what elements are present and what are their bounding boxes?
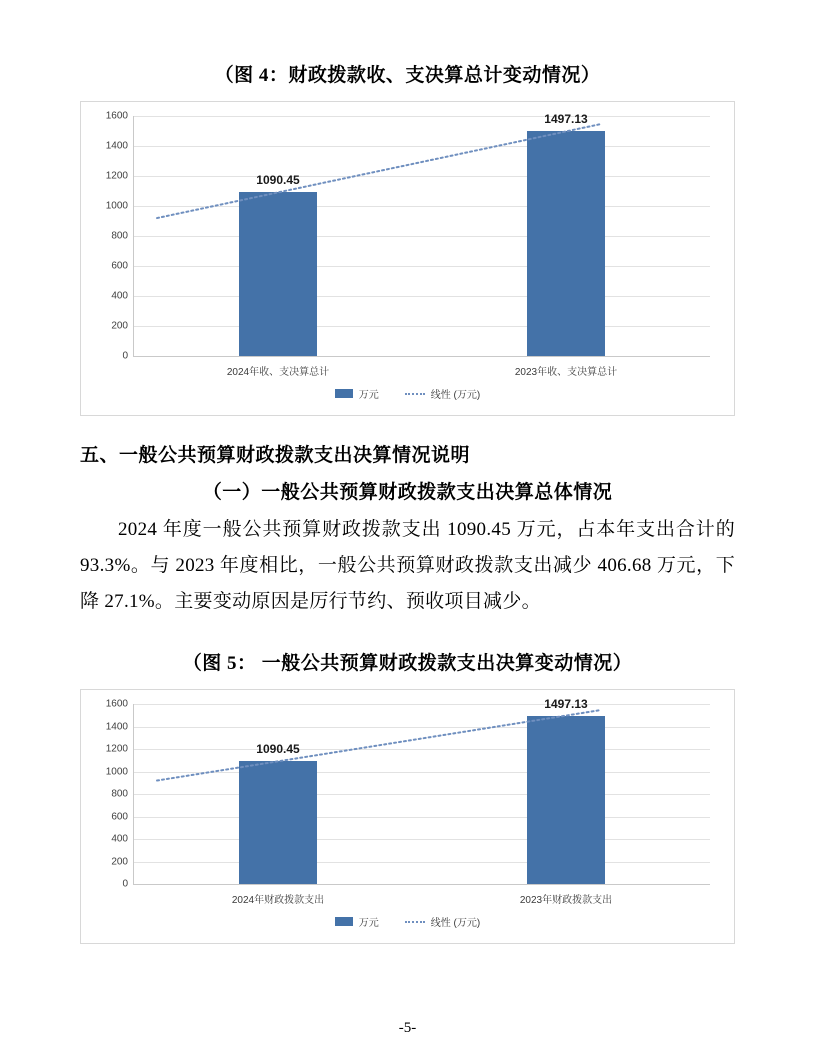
chart-figure-5 xyxy=(80,689,735,944)
chart-y-tick-label: 1600 xyxy=(105,698,128,710)
chart-trend-line xyxy=(134,704,710,884)
legend-swatch-line-icon xyxy=(405,393,425,395)
chart-y-tick-label: 800 xyxy=(111,788,128,800)
chart-y-tick-label: 400 xyxy=(111,290,128,302)
figure-4-caption: （图 4：财政拨款收、支决算总计变动情况） xyxy=(214,65,601,86)
body-paragraph: 2024 年度一般公共预算财政拨款支出 1090.45 万元，占本年支出合计的 93.3%。与 2023 年度相比，一般公共预算财政拨款支出减少 406.68 万元，下降 27.1%。主要变动原因是厉行节约、预收项目减少。 xyxy=(80,519,735,612)
legend-swatch-bar-icon xyxy=(335,389,353,398)
legend-item-line-4 xyxy=(405,386,480,401)
chart-data-label: 1497.13 xyxy=(544,696,588,711)
chart-x-tick-label: 2023年收、支决算总计 xyxy=(514,367,618,378)
legend-label-line: 线性 (万元) xyxy=(430,918,481,929)
subsection-title: （一）一般公共预算财政拨款支出决算总体情况 xyxy=(202,482,613,503)
chart-data-label: 1090.45 xyxy=(256,173,300,188)
section-title: 五、一般公共预算财政拨款支出决算情况说明 xyxy=(80,445,471,466)
legend-item-bar-4 xyxy=(335,386,379,401)
chart-figure-4 xyxy=(80,101,735,416)
chart-data-label: 1090.45 xyxy=(256,742,300,757)
chart-plot-area-5 xyxy=(105,696,710,906)
figure-5-caption: （图 5： 一般公共预算财政拨款支出决算变动情况） xyxy=(182,653,633,674)
chart-y-tick-label: 1200 xyxy=(105,743,128,755)
chart-x-tick-label: 2023年财政拨款支出 xyxy=(519,895,613,906)
chart-y-tick-label: 1000 xyxy=(105,200,128,212)
page-number: -5- xyxy=(398,1020,417,1036)
legend-item-bar-5 xyxy=(335,914,379,929)
chart-y-tick-label: 600 xyxy=(111,260,128,272)
chart-y-tick-label: 1200 xyxy=(105,170,128,182)
chart-y-tick-label: 1000 xyxy=(105,766,128,777)
chart-y-tick-label: 0 xyxy=(122,878,128,890)
chart-x-tick-label: 2024年财政拨款支出 xyxy=(231,895,325,906)
legend-label-bar: 万元 xyxy=(358,390,379,401)
chart-y-tick-label: 0 xyxy=(122,350,128,362)
chart-y-tick-label: 1400 xyxy=(105,721,128,732)
chart-data-label: 1497.13 xyxy=(544,112,588,127)
legend-swatch-bar-icon xyxy=(335,917,353,926)
chart-x-tick-label: 2024年收、支决算总计 xyxy=(226,367,330,378)
chart-y-tick-label: 200 xyxy=(111,856,128,867)
legend-swatch-line-icon xyxy=(405,921,425,923)
legend-item-line-5 xyxy=(405,914,480,929)
chart-y-tick-label: 400 xyxy=(111,833,128,845)
chart-legend-4 xyxy=(81,386,734,401)
legend-label-line: 线性 (万元) xyxy=(430,390,481,401)
chart-y-tick-label: 1600 xyxy=(105,110,128,122)
chart-trend-line xyxy=(134,116,710,356)
chart-y-tick-label: 1400 xyxy=(105,140,128,152)
chart-legend-5 xyxy=(81,914,734,929)
chart-y-tick-label: 200 xyxy=(111,320,128,332)
chart-plot-area-4 xyxy=(105,110,710,378)
chart-y-tick-label: 800 xyxy=(111,230,128,242)
legend-label-bar: 万元 xyxy=(358,918,379,929)
chart-y-tick-label: 600 xyxy=(111,811,128,822)
